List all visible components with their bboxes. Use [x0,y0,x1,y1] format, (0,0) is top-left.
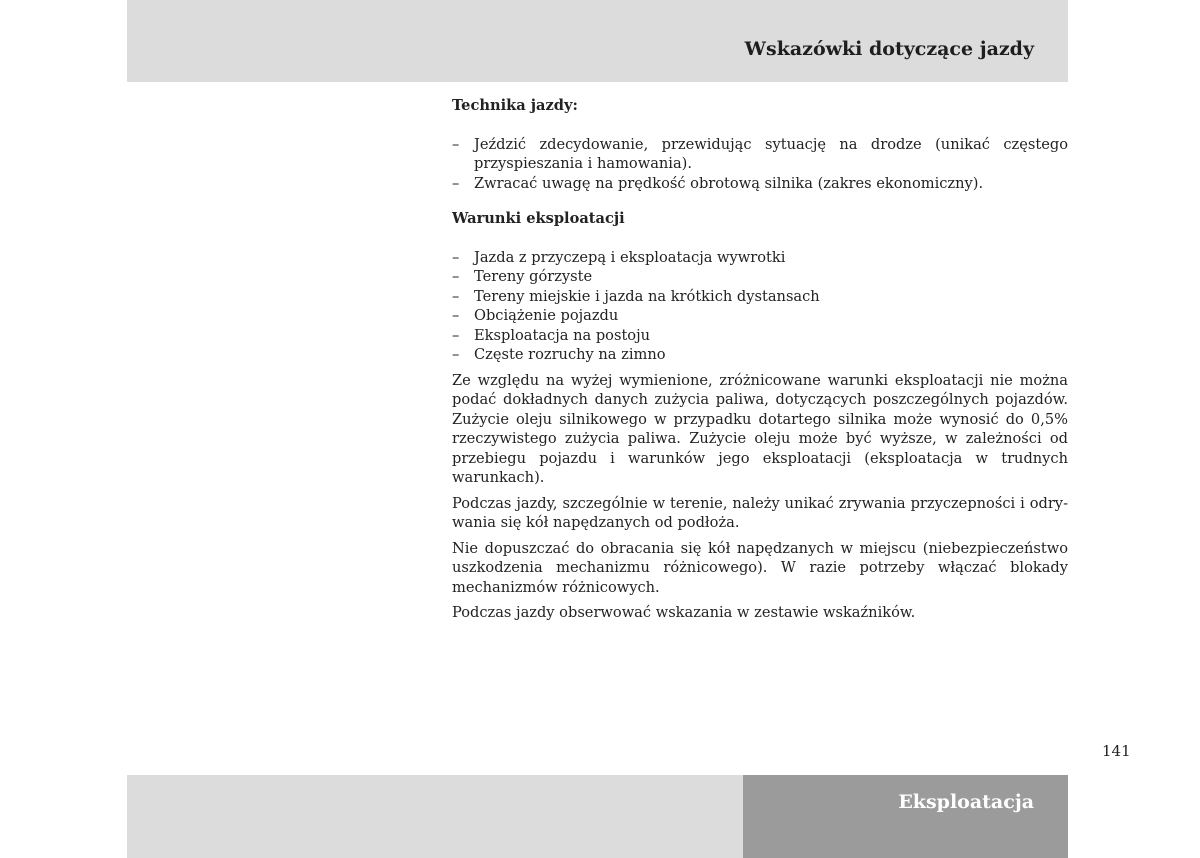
dash-bullet: – [452,326,460,344]
paragraph-fuel-consumption: Ze względu na wyżej wymienione, zróżnicowane warunki eksploatacji nie można podać dokładnych danych zużycia paliwa, dotyczących poszczególnych pojazdów. Zużycie oleju silnikowego w przypadku dotartego silnika może wynosić do 0,5% rzeczywistego zużycia paliwa. Zużycie oleju może być wyższe, w zależności od przebiegu pojazdu i warunków jego eksploatacji (eksploatacja w trudnych warunkach). [452,371,1068,486]
section-heading-warunki: Warunki eksploatacji [452,210,625,227]
footer-section-title: Eksploatacja [898,791,1034,813]
list-item [452,287,1068,307]
list-item-text: Eksploatacja na postoju [474,326,651,344]
list-item [452,248,1068,268]
paragraph-indicators: Podczas jazdy obserwować wskazania w zestawie wskaźników. [452,604,916,621]
list-item-text: Tereny miejskie i jazda na krótkich dystansach [474,287,820,305]
section-heading-technika: Technika jazdy: [452,97,578,114]
list-item [452,135,1068,174]
list-item-text: Tereny górzyste [474,268,593,285]
dash-bullet: – [452,307,460,324]
list-item [452,267,1068,287]
dash-bullet: – [452,174,460,192]
list-item [452,306,1068,326]
footer-band [127,775,743,858]
list-item-text: Jeździć zdecydowanie, przewidując sytuację na drodze (unikać częstego przyspieszania i hamowania). [474,135,1068,172]
list-item-text: Zwracać uwagę na prędkość obrotową silnika (zakres ekonomiczny). [474,174,984,192]
list-item-text: Częste rozruchy na zimno [474,346,666,363]
paragraph-wheel-spin: Nie dopuszczać do obracania się kół napędzanych w miejscu (niebezpieczeństwo uszkodzenia mechanizmu różnicowego). W razie potrzeby włączać blokady mechanizmów różnicowych. [452,539,1068,596]
chapter-title: Wskazówki dotyczące jazdy [744,38,1034,60]
dash-bullet: – [452,346,460,363]
dash-bullet: – [452,135,460,153]
main-content [452,96,1068,623]
dash-bullet: – [452,248,460,266]
list-item-text: Jazda z przyczepą i eksploatacja wywrotki [474,248,786,266]
header-band [127,0,1068,82]
dash-bullet: – [452,287,460,305]
technika-list [452,135,1068,194]
list-item [452,345,1068,365]
dash-bullet: – [452,268,460,285]
warunki-list [452,248,1068,365]
list-item [452,326,1068,346]
paragraph-offroad: Podczas jazdy, szczególnie w terenie, należy unikać zrywania przyczepności i odrywania się kół napędzanych od podłoża. [452,494,1068,531]
list-item-text: Obciążenie pojazdu [474,307,619,324]
list-item [452,174,1068,194]
page-number: 141 [1102,742,1131,760]
footer-section-tab [743,775,1068,858]
